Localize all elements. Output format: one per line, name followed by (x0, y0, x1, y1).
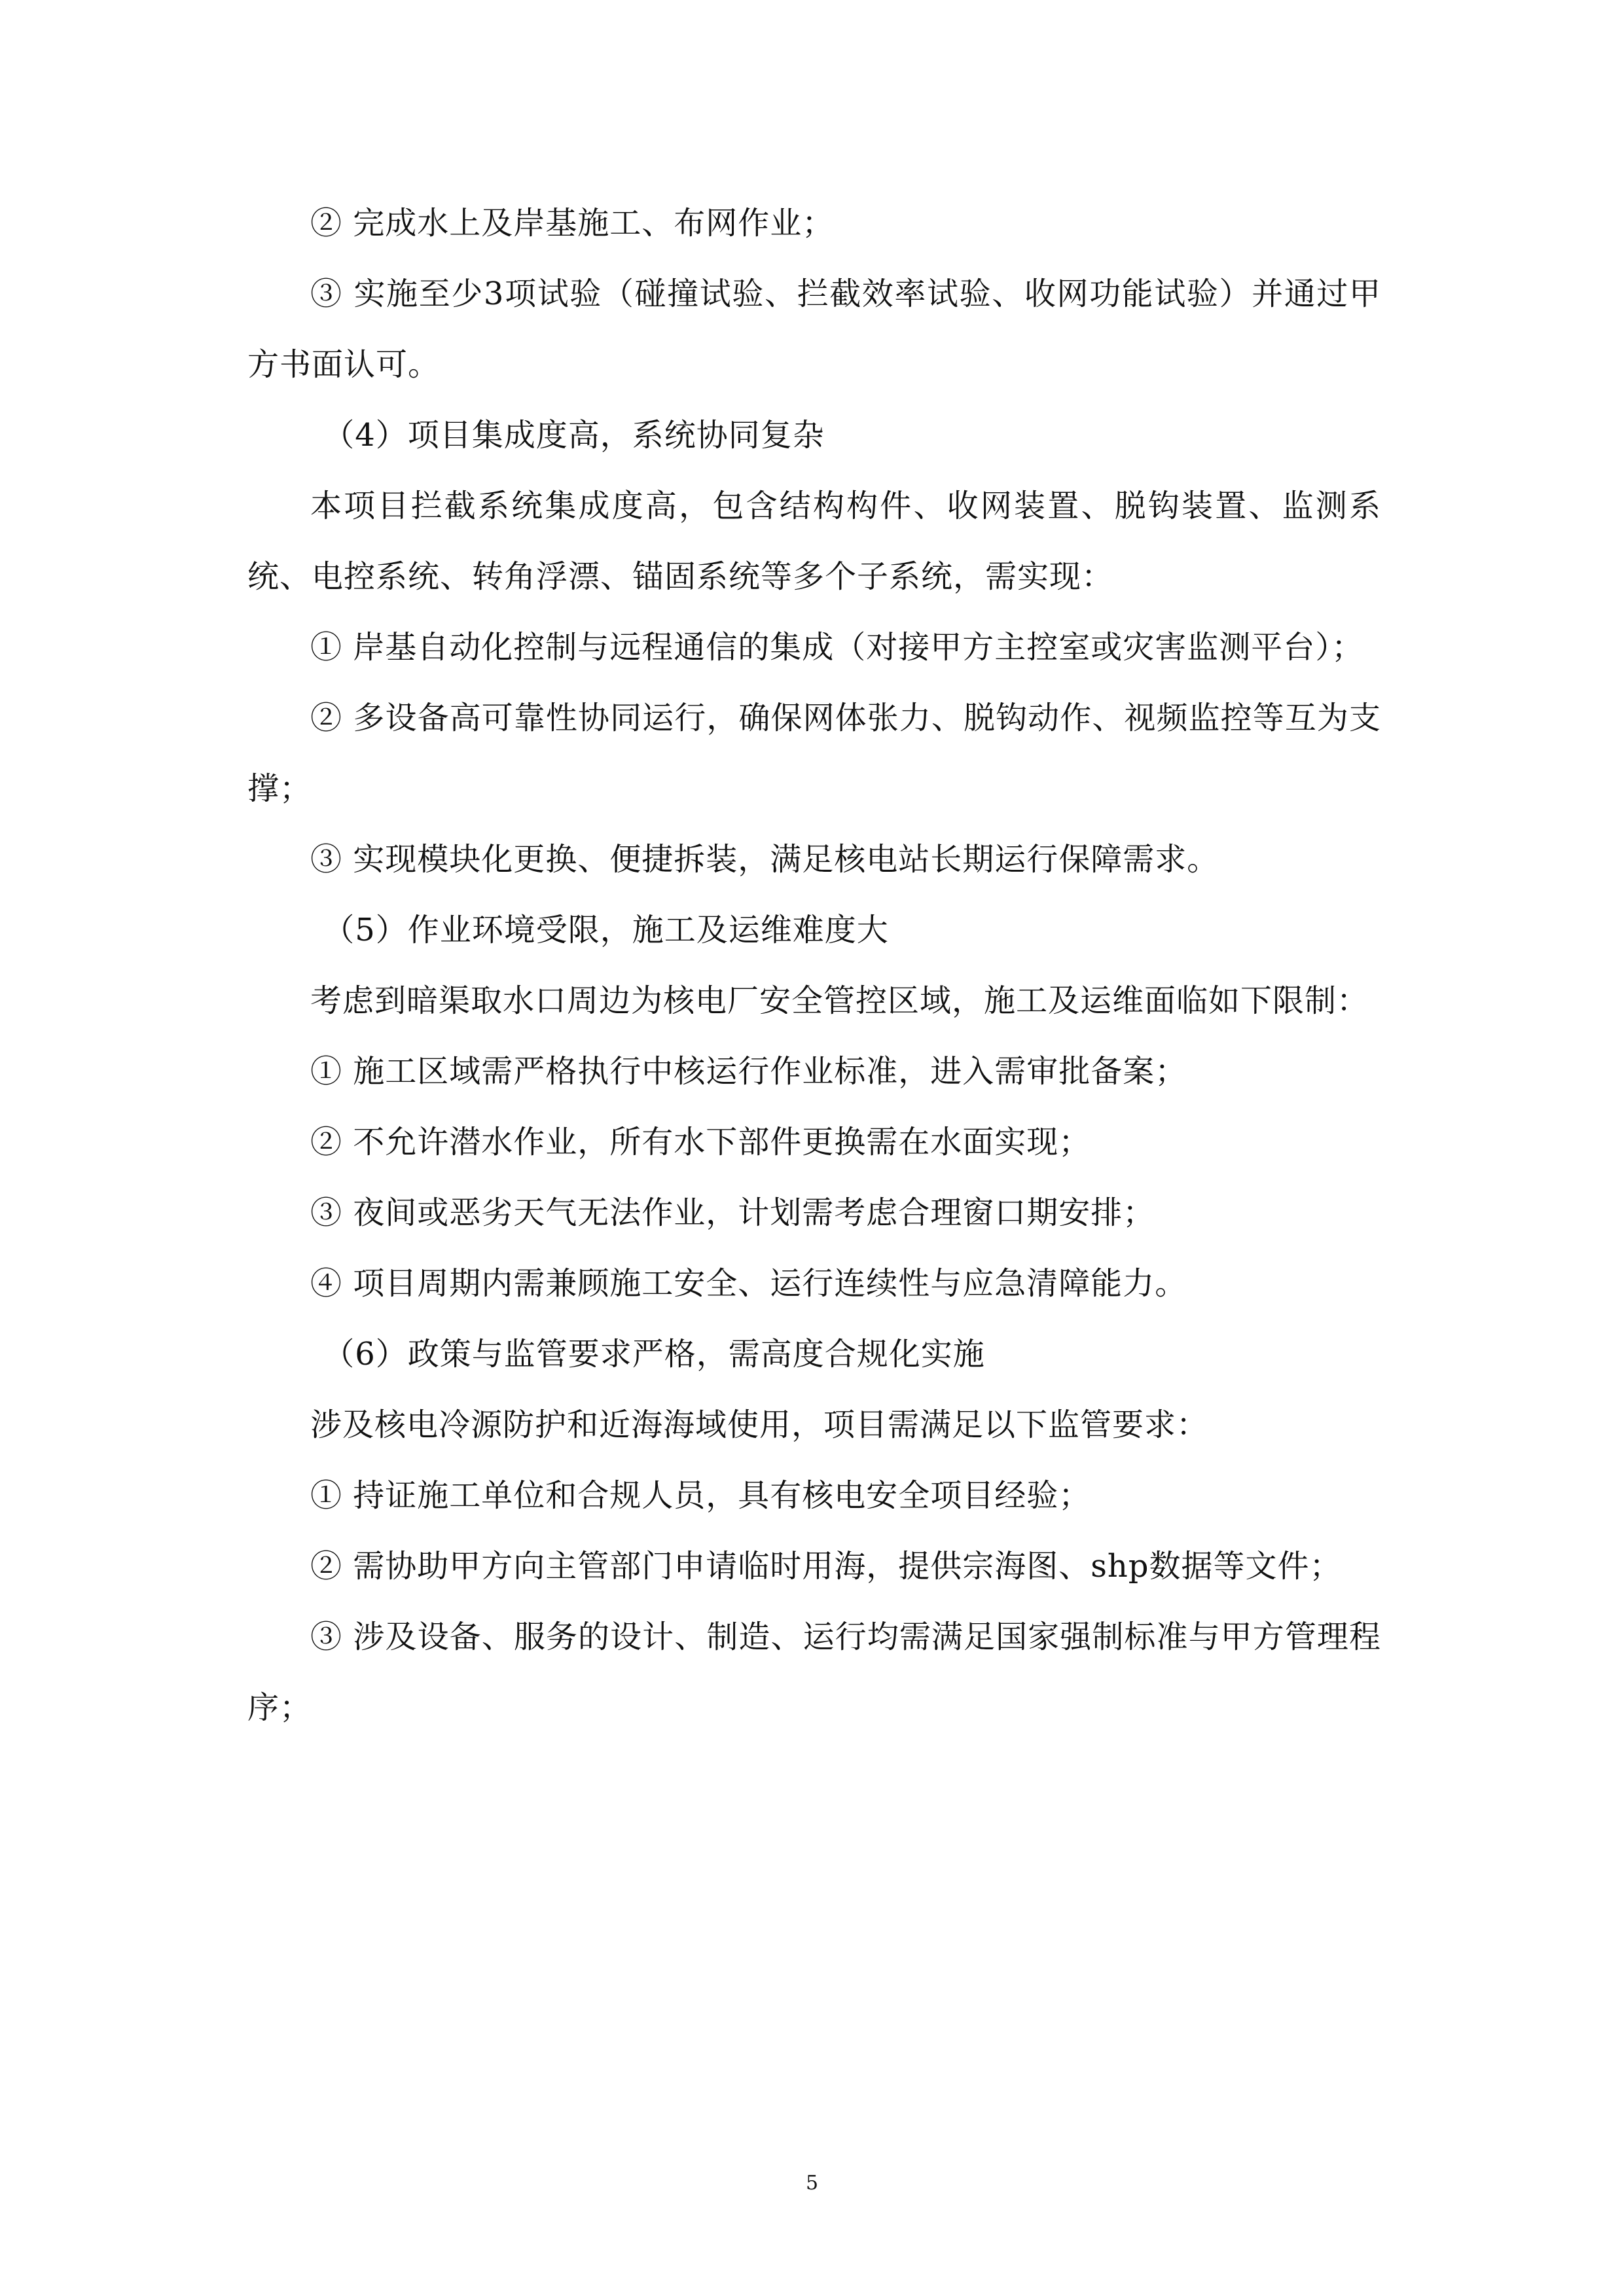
list-item: ② 多设备高可靠性协同运行，确保网体张力、脱钩动作、视频监控等互为支撑； (247, 700, 1381, 807)
page-number: 5 (805, 2172, 819, 2195)
list-item: ② 不允许潜水作业，所有水下部件更换需在水面实现； (310, 1124, 1091, 1160)
list-item: ③ 涉及设备、服务的设计、制造、运行均需满足国家强制标准与甲方管理程序； (247, 1619, 1381, 1726)
list-item: ③ 实现模块化更换、便捷拆装，满足核电站长期运行保障需求。 (310, 841, 1219, 878)
list-item: ① 岸基自动化控制与远程通信的集成（对接甲方主控室或灾害监测平台）； (310, 629, 1364, 666)
list-item: ① 持证施工单位和合规人员，具有核电安全项目经验； (310, 1477, 1091, 1514)
list-item: ① 施工区域需严格执行中核运行作业标准，进入需审批备案； (310, 1053, 1187, 1090)
list-item: ④ 项目周期内需兼顾施工安全、运行连续性与应急清障能力。 (310, 1265, 1187, 1302)
section-heading: （4）项目集成度高，系统协同复杂 (323, 417, 825, 454)
section-heading: （6）政策与监管要求严格，需高度合规化实施 (323, 1336, 985, 1372)
list-item: ③ 实施至少3项试验（碰撞试验、拦截效率试验、收网功能试验）并通过甲方书面认可。 (247, 276, 1381, 383)
body-paragraph: 涉及核电冷源防护和近海海域使用，项目需满足以下监管要求： (310, 1407, 1209, 1443)
list-item: ② 完成水上及岸基施工、布网作业； (310, 205, 835, 242)
list-item: ② 需协助甲方向主管部门申请临时用海，提供宗海图、shp数据等文件； (310, 1548, 1342, 1585)
document-body (247, 188, 1381, 1743)
section-heading: （5）作业环境受限，施工及运维难度大 (323, 912, 889, 948)
list-item: ③ 夜间或恶劣天气无法作业，计划需考虑合理窗口期安排； (310, 1194, 1155, 1231)
body-paragraph: 考虑到暗渠取水口周边为核电厂安全管控区域，施工及运维面临如下限制： (310, 982, 1369, 1019)
body-paragraph: 本项目拦截系统集成度高，包含结构构件、收网装置、脱钩装置、监测系统、电控系统、转角浮漂、锚固系统等多个子系统，需实现： (247, 488, 1381, 595)
